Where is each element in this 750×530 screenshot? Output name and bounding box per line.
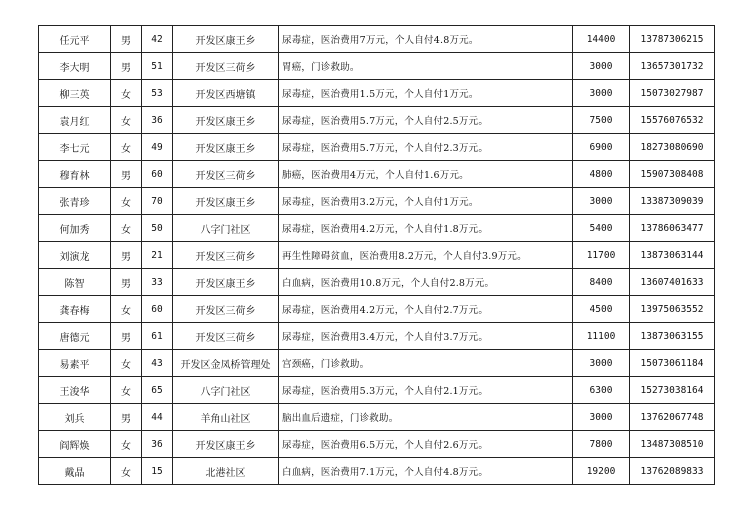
name-cell: 刘演龙 [39,242,111,269]
table-row [39,53,715,80]
phone-cell: 15576076532 [630,107,715,134]
area-cell: 开发区金凤桥管理处 [173,350,279,377]
age-cell: 36 [142,107,173,134]
age-cell: 33 [142,269,173,296]
area-cell: 开发区三荷乡 [173,242,279,269]
age-cell: 65 [142,377,173,404]
age-cell: 60 [142,161,173,188]
gender-cell: 男 [111,161,142,188]
phone-cell: 13762089833 [630,458,715,485]
table-row [39,215,715,242]
name-cell: 穆育林 [39,161,111,188]
phone-cell: 13607401633 [630,269,715,296]
gender-cell: 女 [111,107,142,134]
phone-cell: 18273080690 [630,134,715,161]
description-cell: 肺癌，医治费用4万元，个人自付1.6万元。 [279,161,573,188]
amount-cell: 7800 [573,431,630,458]
table-row [39,458,715,485]
description-cell: 白血病，医治费用10.8万元，个人自付2.8万元。 [279,269,573,296]
name-cell: 阎辉焕 [39,431,111,458]
name-cell: 袁月红 [39,107,111,134]
amount-cell: 3000 [573,80,630,107]
description-cell: 宫颈癌，门诊救助。 [279,350,573,377]
table-row [39,350,715,377]
age-cell: 49 [142,134,173,161]
age-cell: 51 [142,53,173,80]
area-cell: 开发区三荷乡 [173,323,279,350]
description-cell: 胃癌，门诊救助。 [279,53,573,80]
gender-cell: 女 [111,350,142,377]
gender-cell: 男 [111,242,142,269]
table-row [39,242,715,269]
name-cell: 龚春梅 [39,296,111,323]
table-body [39,26,715,485]
area-cell: 羊角山社区 [173,404,279,431]
gender-cell: 女 [111,134,142,161]
name-cell: 戴晶 [39,458,111,485]
area-cell: 开发区康王乡 [173,188,279,215]
gender-cell: 女 [111,80,142,107]
age-cell: 36 [142,431,173,458]
description-cell: 尿毒症，医治费用5.7万元，个人自付2.5万元。 [279,107,573,134]
description-cell: 尿毒症，医治费用6.5万元，个人自付2.6万元。 [279,431,573,458]
age-cell: 61 [142,323,173,350]
name-cell: 何加秀 [39,215,111,242]
table-row [39,161,715,188]
age-cell: 42 [142,26,173,53]
phone-cell: 13387309039 [630,188,715,215]
description-cell: 白血病，医治费用7.1万元，个人自付4.8万元。 [279,458,573,485]
description-cell: 尿毒症，医治费用4.2万元，个人自付2.7万元。 [279,296,573,323]
gender-cell: 男 [111,269,142,296]
amount-cell: 6900 [573,134,630,161]
amount-cell: 3000 [573,350,630,377]
relief-roster-table [38,25,715,485]
age-cell: 53 [142,80,173,107]
area-cell: 八字门社区 [173,215,279,242]
name-cell: 唐德元 [39,323,111,350]
amount-cell: 19200 [573,458,630,485]
age-cell: 70 [142,188,173,215]
amount-cell: 3000 [573,53,630,80]
amount-cell: 3000 [573,404,630,431]
gender-cell: 女 [111,188,142,215]
area-cell: 开发区三荷乡 [173,161,279,188]
gender-cell: 女 [111,296,142,323]
phone-cell: 15273038164 [630,377,715,404]
description-cell: 脑出血后遗症，门诊救助。 [279,404,573,431]
area-cell: 开发区三荷乡 [173,53,279,80]
table-row [39,296,715,323]
amount-cell: 14400 [573,26,630,53]
gender-cell: 女 [111,431,142,458]
amount-cell: 6300 [573,377,630,404]
area-cell: 开发区三荷乡 [173,296,279,323]
description-cell: 尿毒症，医治费用1.5万元，个人自付1万元。 [279,80,573,107]
amount-cell: 4800 [573,161,630,188]
age-cell: 15 [142,458,173,485]
phone-cell: 13787306215 [630,26,715,53]
table-row [39,107,715,134]
age-cell: 44 [142,404,173,431]
age-cell: 21 [142,242,173,269]
gender-cell: 女 [111,377,142,404]
age-cell: 50 [142,215,173,242]
name-cell: 任元平 [39,26,111,53]
phone-cell: 15907308408 [630,161,715,188]
amount-cell: 3000 [573,188,630,215]
area-cell: 开发区康王乡 [173,26,279,53]
area-cell: 开发区康王乡 [173,431,279,458]
name-cell: 王浚华 [39,377,111,404]
description-cell: 尿毒症，医治费用3.2万元，个人自付1万元。 [279,188,573,215]
phone-cell: 13975063552 [630,296,715,323]
phone-cell: 13873063155 [630,323,715,350]
table-row [39,377,715,404]
name-cell: 张青珍 [39,188,111,215]
name-cell: 柳三英 [39,80,111,107]
amount-cell: 5400 [573,215,630,242]
description-cell: 尿毒症，医治费用7万元，个人自付4.8万元。 [279,26,573,53]
area-cell: 开发区康王乡 [173,269,279,296]
table-row [39,323,715,350]
table-row [39,134,715,161]
gender-cell: 男 [111,323,142,350]
amount-cell: 11100 [573,323,630,350]
phone-cell: 13487308510 [630,431,715,458]
description-cell: 尿毒症，医治费用3.4万元，个人自付3.7万元。 [279,323,573,350]
area-cell: 八字门社区 [173,377,279,404]
amount-cell: 4500 [573,296,630,323]
phone-cell: 15073027987 [630,80,715,107]
table-row [39,80,715,107]
gender-cell: 男 [111,404,142,431]
gender-cell: 女 [111,458,142,485]
description-cell: 尿毒症，医治费用5.3万元，个人自付2.1万元。 [279,377,573,404]
description-cell: 尿毒症，医治费用4.2万元，个人自付1.8万元。 [279,215,573,242]
area-cell: 开发区康王乡 [173,134,279,161]
phone-cell: 13657301732 [630,53,715,80]
phone-cell: 15073061184 [630,350,715,377]
amount-cell: 7500 [573,107,630,134]
phone-cell: 13762067748 [630,404,715,431]
age-cell: 60 [142,296,173,323]
name-cell: 李七元 [39,134,111,161]
area-cell: 北港社区 [173,458,279,485]
phone-cell: 13786063477 [630,215,715,242]
amount-cell: 11700 [573,242,630,269]
table-row [39,431,715,458]
gender-cell: 男 [111,26,142,53]
name-cell: 李大明 [39,53,111,80]
name-cell: 陈智 [39,269,111,296]
gender-cell: 男 [111,53,142,80]
area-cell: 开发区西塘镇 [173,80,279,107]
name-cell: 刘兵 [39,404,111,431]
table-row [39,269,715,296]
amount-cell: 8400 [573,269,630,296]
age-cell: 43 [142,350,173,377]
table-row [39,26,715,53]
gender-cell: 女 [111,215,142,242]
description-cell: 再生性障碍贫血，医治费用8.2万元，个人自付3.9万元。 [279,242,573,269]
area-cell: 开发区康王乡 [173,107,279,134]
table-row [39,404,715,431]
name-cell: 易素平 [39,350,111,377]
phone-cell: 13873063144 [630,242,715,269]
table-row [39,188,715,215]
description-cell: 尿毒症，医治费用5.7万元，个人自付2.3万元。 [279,134,573,161]
